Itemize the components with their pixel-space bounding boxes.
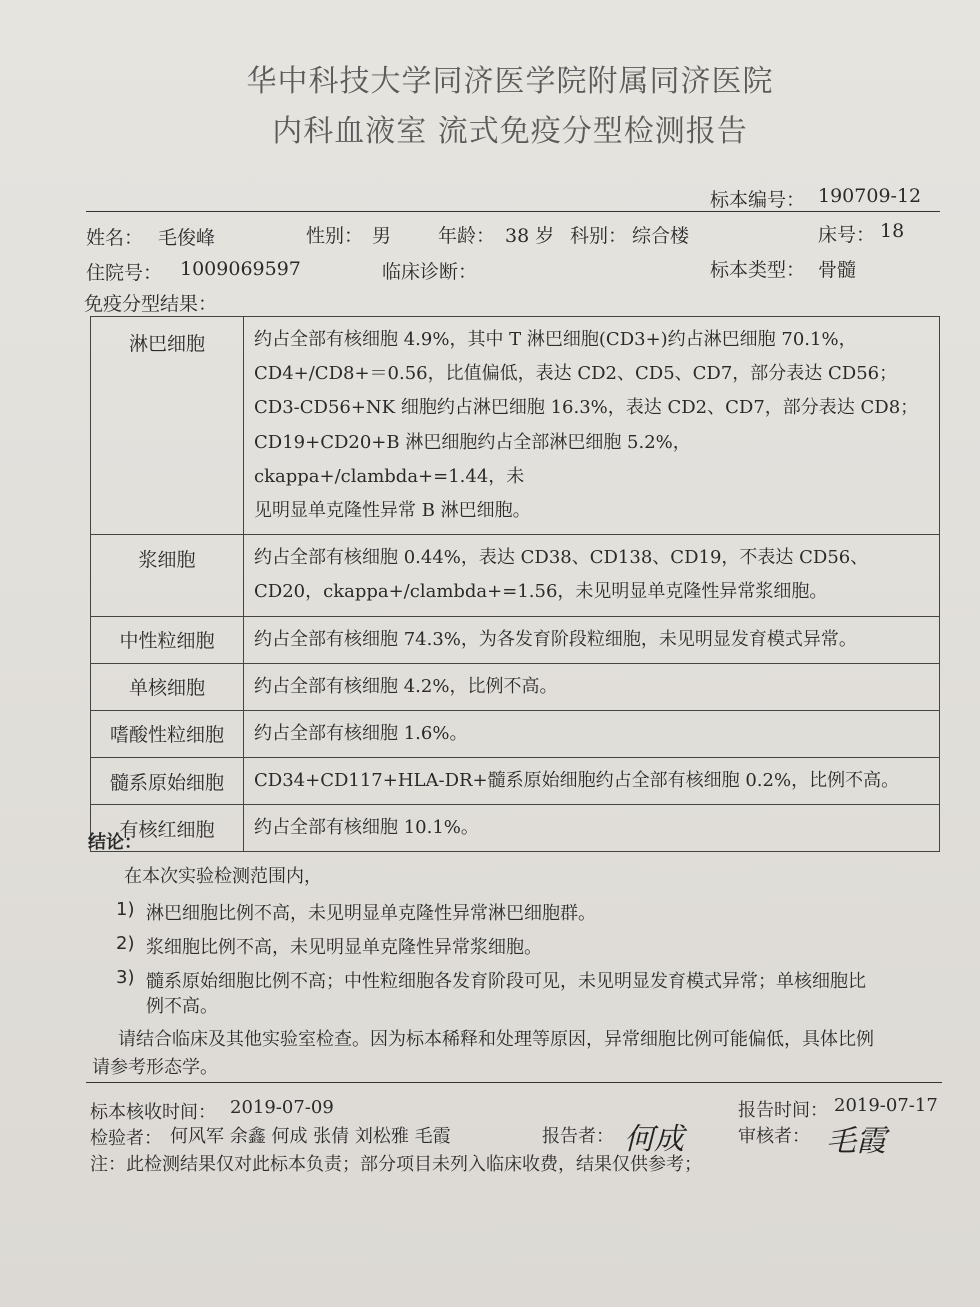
- conclusion-item-2: 浆细胞比例不高，未见明显单克隆性异常浆细胞。: [146, 937, 542, 958]
- conclusion-item-3-cont: 例不高。: [146, 996, 218, 1017]
- conclusion-advice-2: 请参考形态学。: [92, 1057, 218, 1078]
- testers-label: 检验者：: [90, 1128, 162, 1149]
- patient-bed: 18: [880, 220, 905, 242]
- cell-desc: 约占全部有核细胞 4.2%，比例不高。: [244, 663, 940, 710]
- cell-desc: 约占全部有核细胞 1.6%。: [244, 710, 940, 757]
- cell-desc: 约占全部有核细胞 74.3%，为各发育阶段粒细胞，未见明显发育模式异常。: [244, 616, 940, 663]
- patient-dept: 综合楼: [632, 225, 690, 247]
- table-row: [91, 758, 940, 805]
- cell-desc: CD34+CD117+HLA-DR+髓系原始细胞约占全部有核细胞 0.2%，比例不高。: [244, 758, 940, 805]
- divider-bottom: [86, 1082, 942, 1083]
- table-row: [91, 710, 940, 757]
- conclusion-num-2: 2): [116, 933, 135, 954]
- table-row: [91, 663, 940, 710]
- hospital-name: 华中科技大学同济医学院附属同济医院: [246, 64, 774, 99]
- cell-name: 髓系原始细胞: [91, 758, 244, 805]
- table-row: [91, 317, 940, 535]
- cell-name: 浆细胞: [91, 535, 244, 616]
- table-row: [91, 805, 940, 852]
- received-date: 2019-07-09: [230, 1097, 334, 1118]
- conclusion-advice-1: 请结合临床及其他实验室检查。因为标本稀释和处理等原因，异常细胞比例可能偏低，具体比例: [118, 1029, 874, 1050]
- cell-name: 嗜酸性粒细胞: [91, 710, 244, 757]
- cell-desc: 约占全部有核细胞 0.44%，表达 CD38、CD138、CD19，不表达 CD56、 CD20，ckappa+/clambda+=1.56，未见明显单克隆性异常浆细胞。: [244, 535, 940, 616]
- admission-label: 住院号：: [86, 262, 163, 284]
- sex-label: 性别：: [306, 225, 364, 247]
- divider-top: [86, 211, 940, 212]
- admission-no: 1009069597: [180, 258, 301, 280]
- report-time-label: 报告时间：: [738, 1100, 828, 1121]
- age-label: 年龄：: [438, 225, 496, 247]
- footer-note: 注：此检测结果仅对此标本负责；部分项目未列入临床收费，结果仅供参考；: [90, 1154, 702, 1175]
- specimen-no: 190709-12: [818, 185, 922, 207]
- report-title: 内科血液室 流式免疫分型检测报告: [272, 114, 748, 149]
- conclusion-item-1: 淋巴细胞比例不高，未见明显单克隆性异常淋巴细胞群。: [146, 903, 596, 924]
- diagnosis-label: 临床诊断：: [382, 261, 478, 283]
- testers: 何风军 余鑫 何成 张倩 刘松雅 毛霞: [170, 1126, 451, 1147]
- report-time: 2019-07-17: [834, 1095, 938, 1116]
- results-table: [90, 316, 940, 852]
- cell-name: 有核红细胞: [91, 805, 244, 852]
- conclusion-num-1: 1): [116, 899, 135, 920]
- cell-name: 中性粒细胞: [91, 616, 244, 663]
- patient-age: 38 岁: [505, 225, 555, 247]
- table-row: [91, 535, 940, 616]
- reporter-signature: 何成: [624, 1122, 684, 1157]
- cell-desc: 约占全部有核细胞 10.1%。: [244, 805, 940, 852]
- bed-label: 床号：: [818, 224, 876, 246]
- patient-name: 毛俊峰: [158, 227, 216, 249]
- reviewer-signature: 毛霞: [826, 1124, 886, 1159]
- conclusion-item-3: 髓系原始细胞比例不高；中性粒细胞各发育阶段可见，未见明显发育模式异常；单核细胞比: [146, 971, 866, 992]
- received-label: 标本核收时间：: [90, 1102, 216, 1123]
- table-row: [91, 616, 940, 663]
- patient-sex: 男: [372, 225, 392, 247]
- sample-type-label: 标本类型：: [710, 259, 806, 281]
- reviewer-label: 审核者：: [738, 1126, 810, 1147]
- dept-label: 科别：: [570, 225, 628, 247]
- cell-name: 单核细胞: [91, 663, 244, 710]
- name-label: 姓名：: [86, 227, 144, 249]
- cell-name: 淋巴细胞: [91, 317, 244, 535]
- reporter-label: 报告者：: [542, 1126, 614, 1147]
- conclusion-intro: 在本次实验检测范围内，: [124, 866, 322, 887]
- cell-desc: 约占全部有核细胞 4.9%，其中 T 淋巴细胞(CD3+)约占淋巴细胞 70.1%， CD4+/CD8+＝0.56，比值偏低，表达 CD2、CD5、CD7，部分表达 CD56； CD3-CD56+NK 细胞约占淋巴细胞 16.3%，表达 CD2、CD7，部分表达 CD8； CD19+CD20+B 淋巴细胞约占全部淋巴细胞 5.2%，ckappa+/clambda+=1.44，未 见明显单克隆性异常 B 淋巴细胞。: [244, 317, 940, 535]
- conclusion-label: 结论：: [88, 832, 142, 853]
- results-label: 免疫分型结果：: [84, 293, 218, 315]
- sample-type: 骨髓: [818, 259, 857, 281]
- specimen-no-label: 标本编号：: [710, 189, 806, 211]
- conclusion-num-3: 3): [116, 967, 135, 988]
